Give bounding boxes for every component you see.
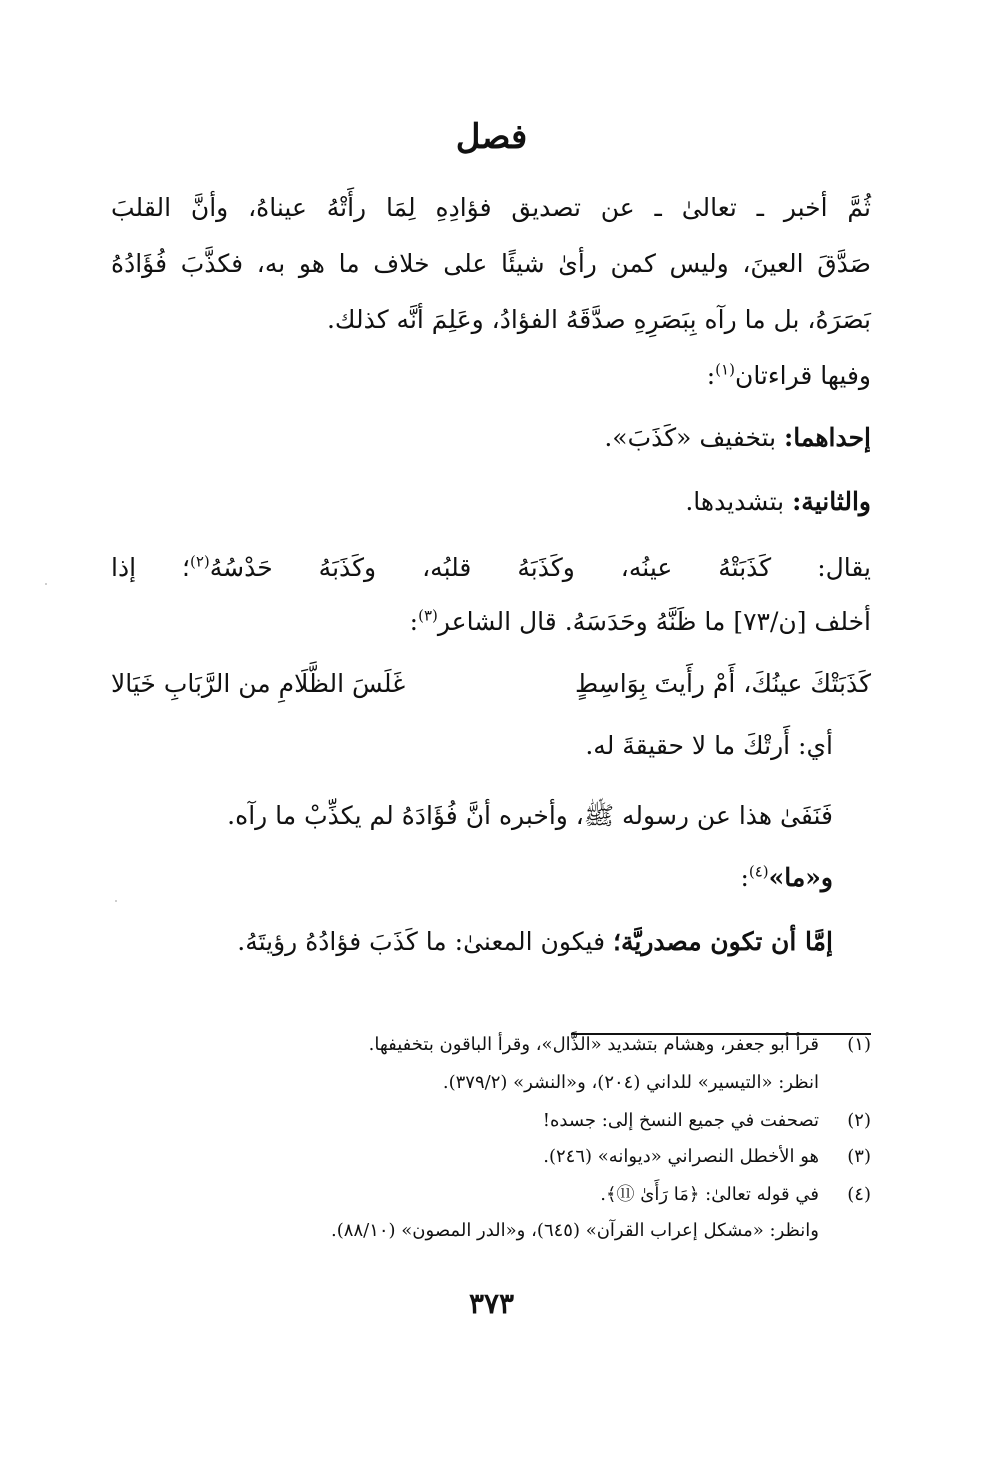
first-option-label: إمَّا أن تكون مصدريَّة؛ [613, 927, 833, 956]
first-reading-label: إحداهما: [784, 423, 871, 452]
footnote-text: انظر: «التيسير» للداني (٢٠٤)، و«النشر» (٣٧٩/٢). [442, 1072, 819, 1093]
footnote-item [111, 1216, 871, 1245]
footnote-text: في قوله تعالىٰ: ﴿مَا رَأَىٰ ⑪﴾. [600, 1184, 819, 1205]
footnote-ref-2: (٢) [189, 552, 210, 571]
poetry-verse [111, 656, 871, 712]
footnote-ref-1: (١) [715, 360, 735, 379]
usage-line-1-text: يقال: كَذَبَتْهُ عينُه، وكَذَبَهُ قلبُه، وكَذَبَهُ حَدْسُهُ [209, 553, 872, 582]
footnote-ref-4: (٤) [748, 862, 769, 881]
usage-line-2-text: أخلف [ن/٧٣] ما ظَنَّهُ وحَدَسَهُ. قال الشاعر [437, 607, 871, 636]
first-option [73, 914, 833, 970]
footnote-text: قرأ أبو جعفر، وهشام بتشديد «الذَّال»، وقرأ الباقون بتخفيفها. [368, 1034, 819, 1055]
scan-speck [45, 583, 47, 585]
footnotes [111, 1030, 871, 1270]
usage-line-1-end: ؛ إذا [111, 553, 190, 582]
footnote-text: وانظر: «مشكل إعراب القرآن» (٦٤٥)، و«الدر المصون» (٨٨/١٠). [331, 1220, 819, 1241]
negation-sentence: فَنَفَىٰ هذا عن رسوله ﷺ، وأخبره أنَّ فُؤَادَهُ لم يكذِّبْ ما رآه. [227, 801, 833, 830]
verse-gloss: أي: أَرتْكَ ما لا حقيقةَ له. [585, 731, 833, 760]
footnote-item [111, 1106, 871, 1135]
usage-line-1 [111, 540, 871, 596]
footnote-text: هو الأخطل النصراني «ديوانه» (٢٤٦). [543, 1146, 819, 1167]
second-reading-text: بتشديدها. [685, 487, 785, 516]
footnote-number: (٤) [847, 1184, 871, 1205]
second-reading-label: والثانية: [792, 487, 871, 516]
ma-colon: : [740, 863, 749, 892]
page-number: ٣٧٣ [468, 1287, 515, 1320]
verse-second-hemistich: غَلَسَ الظَّلَامِ من الرَّبَابِ خَيَالا [111, 669, 406, 698]
usage-line-2-end: : [409, 607, 419, 636]
footnote-item [111, 1180, 871, 1209]
readings-intro-text: وفيها قراءتان [734, 361, 871, 390]
section-heading: فصل [455, 117, 528, 157]
footnote-item [111, 1142, 871, 1171]
verse-first-hemistich: كَذَبَتْكَ عينُكَ، أَمْ رأَيتَ بِوَاسِطٍ [575, 669, 871, 698]
intro-line-3: بَصَرَهُ، بل ما رآه بِبَصَرِهِ صدَّقَهُ الفؤادُ، وعَلِمَ أنَّه كذلك. [326, 305, 871, 334]
first-reading [111, 410, 871, 466]
readings-intro [111, 348, 871, 404]
scan-speck [115, 900, 117, 902]
footnote-text: تصحفت في جميع النسخ إلى: جسده! [542, 1110, 819, 1131]
footnote-number: (٢) [847, 1110, 871, 1131]
intro-line-1: ثُمَّ أخبر ـ تعالىٰ ـ عن تصديق فؤادِهِ لِمَا رأَتْهُ عيناهُ، وأنَّ القلبَ [111, 193, 871, 222]
first-reading-text: بتخفيف «كَذَبَ». [604, 423, 777, 452]
usage-line-2 [111, 594, 871, 650]
ma-label: و«ما» [768, 863, 833, 892]
footnote-number: (١) [847, 1034, 871, 1055]
readings-intro-colon: : [706, 361, 716, 390]
intro-line-2: صَدَّقَ العينَ، وليس كمن رأىٰ شيئًا على خلاف ما هو به، فكذَّبَ فُؤَادُهُ [111, 249, 871, 278]
first-option-text: فيكون المعنىٰ: ما كَذَبَ فؤادُهُ رؤيتَهُ. [237, 927, 606, 956]
footnote-item [111, 1068, 871, 1097]
footnote-number: (٣) [847, 1146, 871, 1167]
footnote-ref-3: (٣) [418, 606, 438, 625]
footnote-item [111, 1030, 871, 1059]
second-reading [111, 474, 871, 530]
ma-heading [73, 850, 833, 906]
